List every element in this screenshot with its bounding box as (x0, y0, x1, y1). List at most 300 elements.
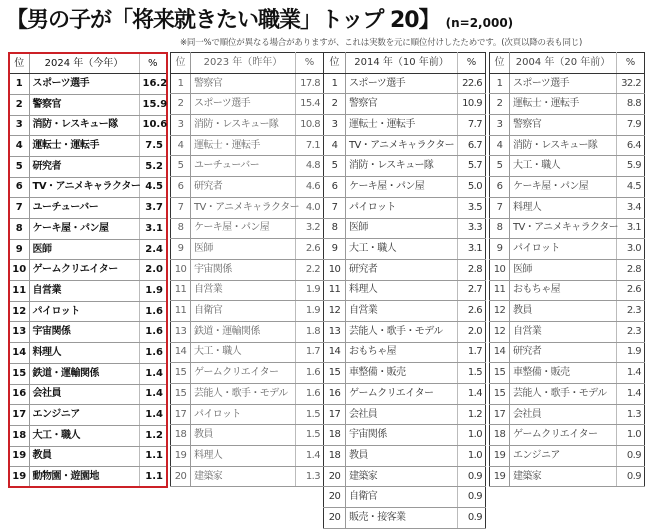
year-label: 2004 年（20 年前） (510, 53, 617, 74)
rank-cell: 11 (490, 280, 510, 301)
ranking-table-2024 (8, 52, 168, 488)
occupation-cell: TV・アニメキャラクター (346, 135, 458, 156)
percent-cell: 1.0 (458, 446, 486, 467)
table-row (490, 135, 645, 156)
table-row (490, 342, 645, 363)
table-row (324, 259, 486, 280)
page-title-row (6, 3, 513, 37)
percent-cell: 1.9 (139, 281, 167, 302)
rank-cell: 3 (324, 115, 346, 136)
percent-cell: 7.1 (296, 135, 324, 156)
rank-cell: 18 (324, 446, 346, 467)
table-row (9, 467, 167, 488)
percent-cell: 2.6 (296, 239, 324, 260)
rank-cell: 4 (171, 135, 191, 156)
table-row (171, 177, 324, 198)
occupation-cell: 販売・接客業 (346, 508, 458, 529)
footnote: ※同一%で順位が異なる場合がありますが、これは実数を元に順位付けしたためです。(次頁以降の表も同じ) (180, 38, 583, 48)
table-row (171, 73, 324, 94)
rank-cell: 3 (490, 115, 510, 136)
occupation-cell: ゲームクリエイター (510, 425, 617, 446)
occupation-cell: 建築家 (346, 466, 458, 487)
table-row (490, 73, 645, 94)
rank-cell: 14 (490, 342, 510, 363)
table-row (490, 404, 645, 425)
occupation-cell: 会社員 (510, 404, 617, 425)
percent-cell: 3.1 (617, 218, 645, 239)
percent-cell: 5.9 (617, 156, 645, 177)
table-row (171, 135, 324, 156)
percent-cell: 1.3 (296, 466, 324, 487)
rank-cell: 15 (324, 363, 346, 384)
table-row (9, 115, 167, 136)
percent-cell: 0.9 (617, 446, 645, 467)
occupation-cell: 芸能人・歌手・モデル (346, 321, 458, 342)
occupation-cell: 研究者 (510, 342, 617, 363)
rank-cell: 6 (9, 177, 29, 198)
percent-cell: 7.7 (458, 115, 486, 136)
occupation-cell: 運転士・運転手 (191, 135, 296, 156)
rank-cell: 5 (9, 156, 29, 177)
percent-header: % (139, 53, 167, 74)
occupation-cell: TV・アニメキャラクター (29, 177, 139, 198)
percent-cell: 4.8 (296, 156, 324, 177)
rank-cell: 2 (324, 94, 346, 115)
occupation-cell: 大工・職人 (510, 156, 617, 177)
rank-cell: 14 (9, 343, 29, 364)
percent-cell: 1.5 (296, 404, 324, 425)
percent-header: % (458, 53, 486, 74)
percent-cell: 1.9 (296, 301, 324, 322)
occupation-cell: 会社員 (29, 384, 139, 405)
rank-cell: 7 (490, 197, 510, 218)
percent-cell: 4.0 (296, 197, 324, 218)
rank-cell: 17 (324, 404, 346, 425)
percent-header: % (296, 53, 324, 74)
table-row (490, 280, 645, 301)
rank-cell: 19 (9, 446, 29, 467)
rank-cell: 6 (490, 177, 510, 198)
percent-cell: 1.4 (617, 384, 645, 405)
table-row (171, 425, 324, 446)
occupation-cell: 大工・職人 (29, 425, 139, 446)
table-row (490, 321, 645, 342)
occupation-cell: おもちゃ屋 (510, 280, 617, 301)
table-row (324, 115, 486, 136)
percent-cell: 4.5 (617, 177, 645, 198)
table-row (171, 466, 324, 487)
occupation-cell: 警察官 (510, 115, 617, 136)
rank-cell: 4 (9, 136, 29, 157)
percent-cell: 7.5 (139, 136, 167, 157)
rank-cell: 15 (171, 363, 191, 384)
percent-cell: 1.7 (296, 342, 324, 363)
table-row (9, 177, 167, 198)
table-row (171, 218, 324, 239)
rank-cell: 5 (324, 156, 346, 177)
percent-cell: 3.1 (139, 219, 167, 240)
rank-cell: 19 (171, 446, 191, 467)
rank-cell: 10 (324, 259, 346, 280)
table-row (324, 446, 486, 467)
rank-cell: 18 (490, 425, 510, 446)
table-row (171, 363, 324, 384)
percent-cell: 1.5 (296, 425, 324, 446)
rank-cell: 11 (171, 280, 191, 301)
table-row (490, 301, 645, 322)
occupation-cell: 自衛官 (346, 487, 458, 508)
rank-cell: 15 (490, 363, 510, 384)
occupation-cell: 医師 (346, 218, 458, 239)
occupation-cell: ゲームクリエイター (29, 260, 139, 281)
rank-cell: 18 (9, 425, 29, 446)
rank-cell: 3 (171, 115, 191, 136)
table-row (171, 94, 324, 115)
occupation-cell: 動物園・遊園地 (29, 467, 139, 488)
table-row (324, 301, 486, 322)
rank-cell: 20 (324, 466, 346, 487)
occupation-cell: 医師 (29, 239, 139, 260)
occupation-cell: パイロット (191, 404, 296, 425)
percent-cell: 1.6 (139, 322, 167, 343)
rank-cell: 13 (171, 321, 191, 342)
rank-cell: 16 (9, 384, 29, 405)
occupation-cell: 建築家 (510, 466, 617, 487)
percent-cell: 2.0 (139, 260, 167, 281)
percent-cell: 2.4 (139, 239, 167, 260)
occupation-cell: 宇宙関係 (346, 425, 458, 446)
rank-cell: 8 (324, 218, 346, 239)
table-row (324, 135, 486, 156)
table-row (324, 384, 486, 405)
rank-cell: 7 (171, 197, 191, 218)
occupation-cell: 宇宙関係 (29, 322, 139, 343)
occupation-cell: 自営業 (510, 321, 617, 342)
percent-cell: 10.8 (296, 115, 324, 136)
table-row (171, 446, 324, 467)
table-row (490, 156, 645, 177)
rank-cell: 11 (171, 301, 191, 322)
rank-cell: 2 (171, 94, 191, 115)
rank-cell: 17 (490, 404, 510, 425)
percent-cell: 10.9 (458, 94, 486, 115)
occupation-cell: 教員 (346, 446, 458, 467)
table-row (9, 156, 167, 177)
occupation-cell: 教員 (29, 446, 139, 467)
table-row (490, 115, 645, 136)
rank-cell: 2 (9, 94, 29, 115)
rank-cell: 7 (324, 197, 346, 218)
percent-cell: 8.8 (617, 94, 645, 115)
percent-cell: 1.2 (458, 404, 486, 425)
percent-cell: 1.4 (139, 405, 167, 426)
percent-cell: 1.0 (617, 425, 645, 446)
rank-cell: 19 (490, 466, 510, 487)
occupation-cell: 自営業 (29, 281, 139, 302)
occupation-cell: TV・アニメキャラクター (510, 218, 617, 239)
table-row (324, 342, 486, 363)
rank-cell: 9 (171, 239, 191, 260)
percent-cell: 1.9 (617, 342, 645, 363)
table-row (171, 301, 324, 322)
occupation-cell: 料理人 (346, 280, 458, 301)
table-row (324, 466, 486, 487)
occupation-cell: 自営業 (346, 301, 458, 322)
table-row (9, 446, 167, 467)
table-row (490, 363, 645, 384)
percent-cell: 0.9 (458, 466, 486, 487)
table-row (171, 156, 324, 177)
table-row (171, 259, 324, 280)
table-row (324, 239, 486, 260)
ranking-table-2023 (170, 52, 324, 487)
rank-header: 位 (324, 53, 346, 74)
rank-cell: 15 (490, 384, 510, 405)
rank-cell: 9 (324, 239, 346, 260)
percent-cell: 2.2 (296, 259, 324, 280)
rank-header: 位 (171, 53, 191, 74)
occupation-cell: 会社員 (346, 404, 458, 425)
occupation-cell: 料理人 (510, 197, 617, 218)
table-row (490, 218, 645, 239)
percent-cell: 1.8 (296, 321, 324, 342)
occupation-cell: 建築家 (191, 466, 296, 487)
rank-cell: 10 (490, 259, 510, 280)
rank-cell: 10 (171, 259, 191, 280)
rank-cell: 12 (9, 301, 29, 322)
rank-cell: 10 (9, 260, 29, 281)
percent-cell: 6.4 (617, 135, 645, 156)
percent-header: % (617, 53, 645, 74)
table-header (324, 53, 486, 74)
percent-cell: 2.0 (458, 321, 486, 342)
table-header (9, 53, 167, 74)
table-row (490, 239, 645, 260)
occupation-cell: スポーツ選手 (510, 73, 617, 94)
table-row (324, 156, 486, 177)
rank-cell: 7 (9, 198, 29, 219)
percent-cell: 2.7 (458, 280, 486, 301)
table-row (324, 197, 486, 218)
table-row (490, 259, 645, 280)
rank-cell: 20 (324, 508, 346, 529)
percent-cell: 10.6 (139, 115, 167, 136)
rank-cell: 2 (490, 94, 510, 115)
occupation-cell: 運転士・運転手 (510, 94, 617, 115)
rank-cell: 4 (324, 135, 346, 156)
table-row (9, 322, 167, 343)
table-row (9, 136, 167, 157)
rank-cell: 9 (490, 239, 510, 260)
rank-cell: 16 (324, 384, 346, 405)
table-row (171, 115, 324, 136)
occupation-cell: 医師 (510, 259, 617, 280)
occupation-cell: 料理人 (191, 446, 296, 467)
percent-cell: 2.3 (617, 301, 645, 322)
sample-size: (n=2,000) (445, 16, 514, 30)
occupation-cell: 車整備・販売 (346, 363, 458, 384)
occupation-cell: 鉄道・運輸関係 (191, 321, 296, 342)
percent-cell: 2.8 (617, 259, 645, 280)
rank-cell: 19 (490, 446, 510, 467)
percent-cell: 3.7 (139, 198, 167, 219)
percent-cell: 0.9 (617, 466, 645, 487)
percent-cell: 3.3 (458, 218, 486, 239)
rank-cell: 4 (490, 135, 510, 156)
occupation-cell: 警察官 (191, 73, 296, 94)
occupation-cell: 消防・レスキュー隊 (346, 156, 458, 177)
percent-cell: 5.0 (458, 177, 486, 198)
percent-cell: 1.6 (296, 363, 324, 384)
rank-cell: 8 (171, 218, 191, 239)
percent-cell: 4.6 (296, 177, 324, 198)
occupation-cell: ケーキ屋・パン屋 (346, 177, 458, 198)
rank-cell: 11 (9, 281, 29, 302)
rank-cell: 17 (9, 405, 29, 426)
percent-cell: 0.9 (458, 487, 486, 508)
percent-cell: 1.4 (617, 363, 645, 384)
rank-cell: 18 (171, 425, 191, 446)
occupation-cell: 研究者 (346, 259, 458, 280)
occupation-cell: 研究者 (191, 177, 296, 198)
percent-cell: 1.6 (139, 343, 167, 364)
table-row (171, 342, 324, 363)
table-row (171, 280, 324, 301)
table-row (9, 239, 167, 260)
percent-cell: 3.2 (296, 218, 324, 239)
rank-cell: 14 (324, 342, 346, 363)
occupation-cell: 消防・レスキュー隊 (191, 115, 296, 136)
percent-cell: 1.1 (139, 446, 167, 467)
percent-cell: 32.2 (617, 73, 645, 94)
rank-cell: 9 (9, 239, 29, 260)
percent-cell: 2.6 (617, 280, 645, 301)
table-row (9, 219, 167, 240)
percent-cell: 1.6 (139, 301, 167, 322)
rank-cell: 12 (490, 301, 510, 322)
percent-cell: 3.4 (617, 197, 645, 218)
percent-cell: 3.0 (617, 239, 645, 260)
year-label: 2024 年（今年） (29, 53, 139, 74)
rank-cell: 8 (9, 219, 29, 240)
table-row (9, 343, 167, 364)
occupation-cell: ケーキ屋・パン屋 (510, 177, 617, 198)
occupation-cell: スポーツ選手 (191, 94, 296, 115)
table-row (171, 404, 324, 425)
table-row (490, 466, 645, 487)
occupation-cell: おもちゃ屋 (346, 342, 458, 363)
percent-cell: 1.7 (458, 342, 486, 363)
percent-cell: 1.4 (139, 384, 167, 405)
rank-cell: 11 (324, 280, 346, 301)
percent-cell: 2.8 (458, 259, 486, 280)
table-row (324, 94, 486, 115)
table-row (324, 177, 486, 198)
rank-cell: 1 (171, 73, 191, 94)
occupation-cell: 運転士・運転手 (346, 115, 458, 136)
table-row (324, 508, 486, 529)
table-header (171, 53, 324, 74)
table-row (9, 363, 167, 384)
rank-cell: 17 (171, 404, 191, 425)
table-row (324, 73, 486, 94)
rank-cell: 6 (171, 177, 191, 198)
table-row (9, 301, 167, 322)
percent-cell: 1.2 (139, 425, 167, 446)
percent-cell: 2.6 (458, 301, 486, 322)
page-title: 【男の子が「将来就きたい職業」トップ 20】 (6, 8, 440, 33)
percent-cell: 17.8 (296, 73, 324, 94)
occupation-cell: 医師 (191, 239, 296, 260)
rank-cell: 13 (9, 322, 29, 343)
occupation-cell: ケーキ屋・パン屋 (191, 218, 296, 239)
table-row (9, 425, 167, 446)
table-row (490, 197, 645, 218)
percent-cell: 15.4 (296, 94, 324, 115)
occupation-cell: ユーチューバー (191, 156, 296, 177)
table-row (324, 487, 486, 508)
occupation-cell: パイロット (29, 301, 139, 322)
percent-cell: 1.6 (296, 384, 324, 405)
occupation-cell: エンジニア (29, 405, 139, 426)
occupation-cell: 運転士・運転手 (29, 136, 139, 157)
table-row (9, 405, 167, 426)
occupation-cell: スポーツ選手 (346, 73, 458, 94)
rank-cell: 1 (324, 73, 346, 94)
occupation-cell: ゲームクリエイター (191, 363, 296, 384)
percent-cell: 2.3 (617, 321, 645, 342)
rank-cell: 14 (171, 342, 191, 363)
rank-header: 位 (9, 53, 29, 74)
percent-cell: 1.1 (139, 467, 167, 488)
rank-cell: 6 (324, 177, 346, 198)
percent-cell: 1.4 (458, 384, 486, 405)
table-row (9, 198, 167, 219)
percent-cell: 16.2 (139, 74, 167, 95)
percent-cell: 1.0 (458, 425, 486, 446)
rank-cell: 1 (490, 73, 510, 94)
year-label: 2023 年（昨年） (191, 53, 296, 74)
table-row (9, 74, 167, 95)
rank-cell: 3 (9, 115, 29, 136)
ranking-table-2004 (489, 52, 645, 487)
occupation-cell: 警察官 (346, 94, 458, 115)
table-row (9, 281, 167, 302)
occupation-cell: 料理人 (29, 343, 139, 364)
percent-cell: 7.9 (617, 115, 645, 136)
percent-cell: 1.5 (458, 363, 486, 384)
table-row (324, 321, 486, 342)
percent-cell: 1.4 (296, 446, 324, 467)
percent-cell: 3.5 (458, 197, 486, 218)
rank-cell: 5 (171, 156, 191, 177)
rank-cell: 20 (171, 466, 191, 487)
occupation-cell: 鉄道・運輸関係 (29, 363, 139, 384)
year-label: 2014 年（10 年前） (346, 53, 458, 74)
percent-cell: 22.6 (458, 73, 486, 94)
percent-cell: 1.4 (139, 363, 167, 384)
occupation-cell: ケーキ屋・パン屋 (29, 219, 139, 240)
table-row (490, 425, 645, 446)
rank-cell: 5 (490, 156, 510, 177)
percent-cell: 5.7 (458, 156, 486, 177)
occupation-cell: 研究者 (29, 156, 139, 177)
occupation-cell: 消防・レスキュー隊 (29, 115, 139, 136)
occupation-cell: スポーツ選手 (29, 74, 139, 95)
percent-cell: 5.2 (139, 156, 167, 177)
table-row (171, 384, 324, 405)
table-row (171, 239, 324, 260)
